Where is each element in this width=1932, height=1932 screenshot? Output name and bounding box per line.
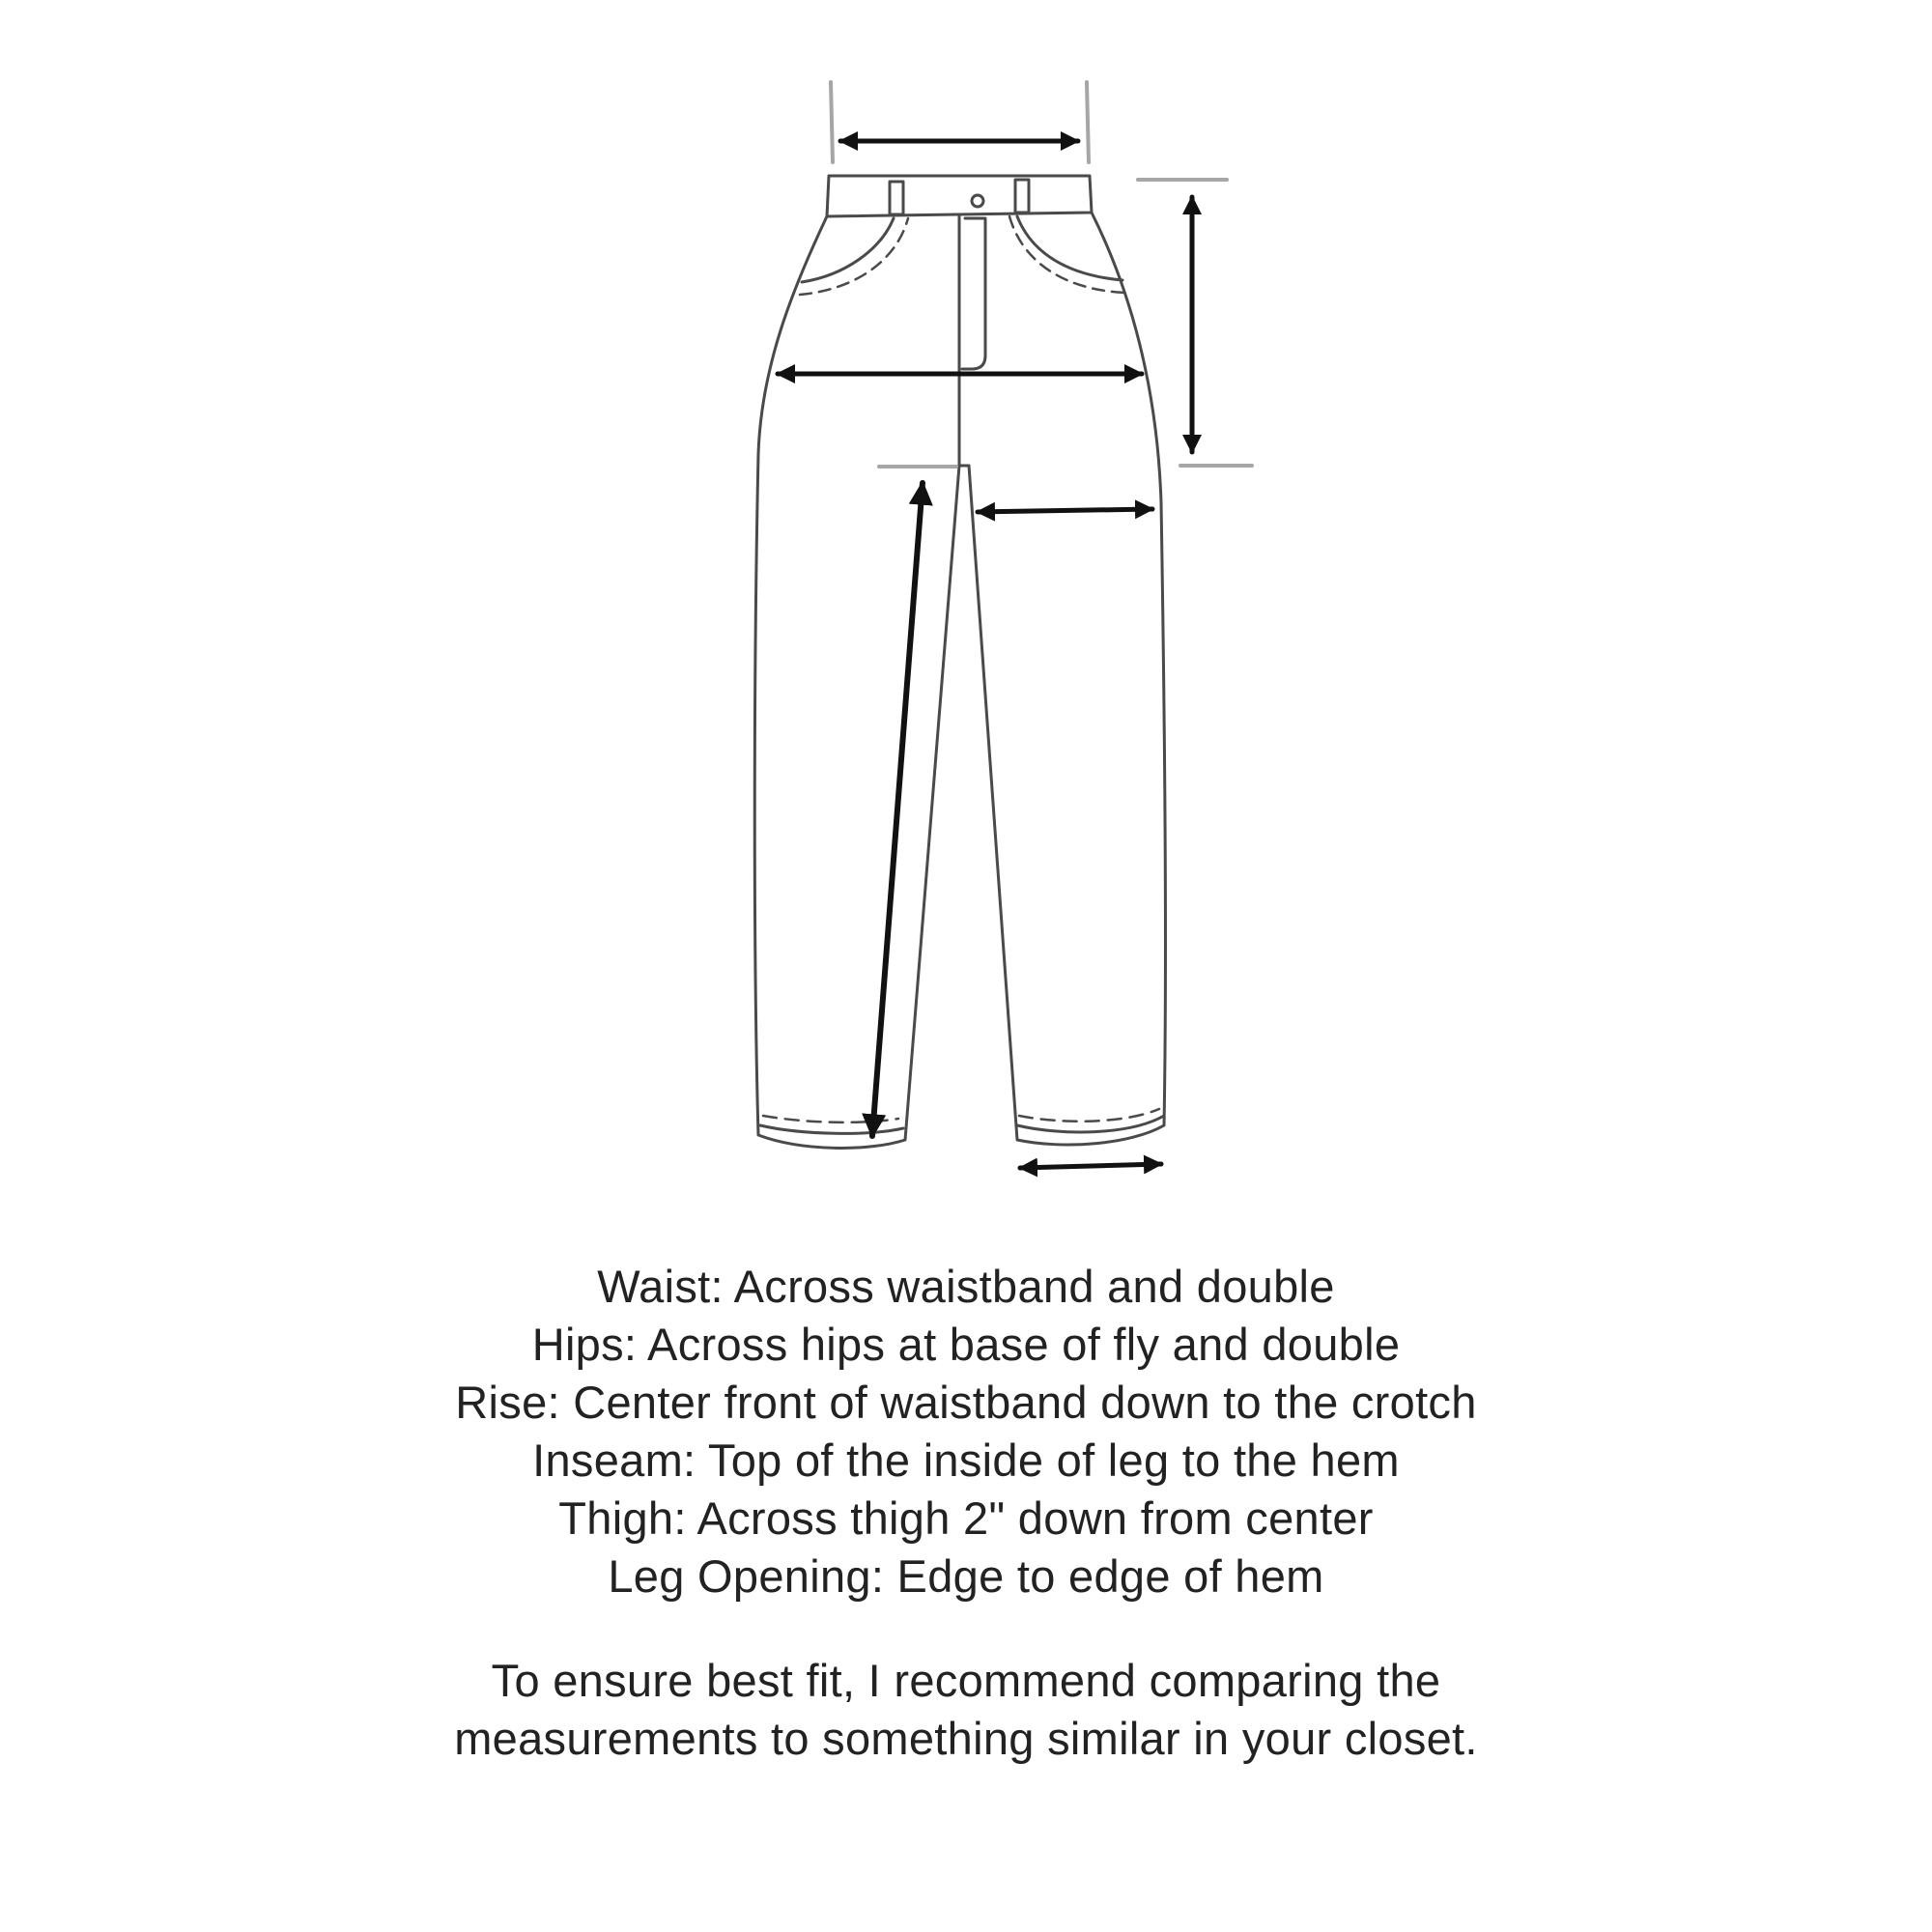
hem-right [1017,1116,1164,1132]
fit-note-line-1: To ensure best fit, I recommend comparing the [491,1655,1441,1706]
hem-stitch-right [1019,1109,1159,1122]
leg-opening-arrow [1020,1164,1161,1168]
waist-guide-left [831,82,833,162]
measurement-guide [0,1258,1932,1605]
thigh-instruction: Thigh: Across thigh 2" down from center [558,1492,1374,1544]
waistband [827,176,1092,216]
pocket-left [802,218,894,282]
fit-note [0,1652,1932,1768]
left-leg-outline [754,216,959,1148]
inseam-instruction: Inseam: Top of the inside of leg to the hem [532,1435,1400,1486]
right-leg-outline [969,213,1165,1145]
button [972,195,983,207]
leg-opening-instruction: Leg Opening: Edge to edge of hem [608,1550,1324,1602]
hem-stitch-left [763,1116,898,1122]
belt-loop-left [890,182,903,214]
belt-loop-right [1015,180,1029,213]
fly-stitch [962,218,985,369]
hips-instruction: Hips: Across hips at base of fly and double [531,1319,1401,1370]
pocket-stitch-right [1009,216,1125,293]
jeans-illustration [754,176,1165,1148]
waist-instruction: Waist: Across waistband and double [597,1261,1335,1312]
rise-instruction: Rise: Center front of waistband down to the crotch [455,1377,1477,1428]
thigh-arrow [978,509,1152,512]
fit-note-line-2: measurements to something similar in your closet. [454,1713,1478,1764]
waist-guide-right [1087,82,1089,162]
inseam-arrow [872,483,923,1136]
pocket-stitch-left [800,218,908,295]
hem-left [760,1125,903,1133]
